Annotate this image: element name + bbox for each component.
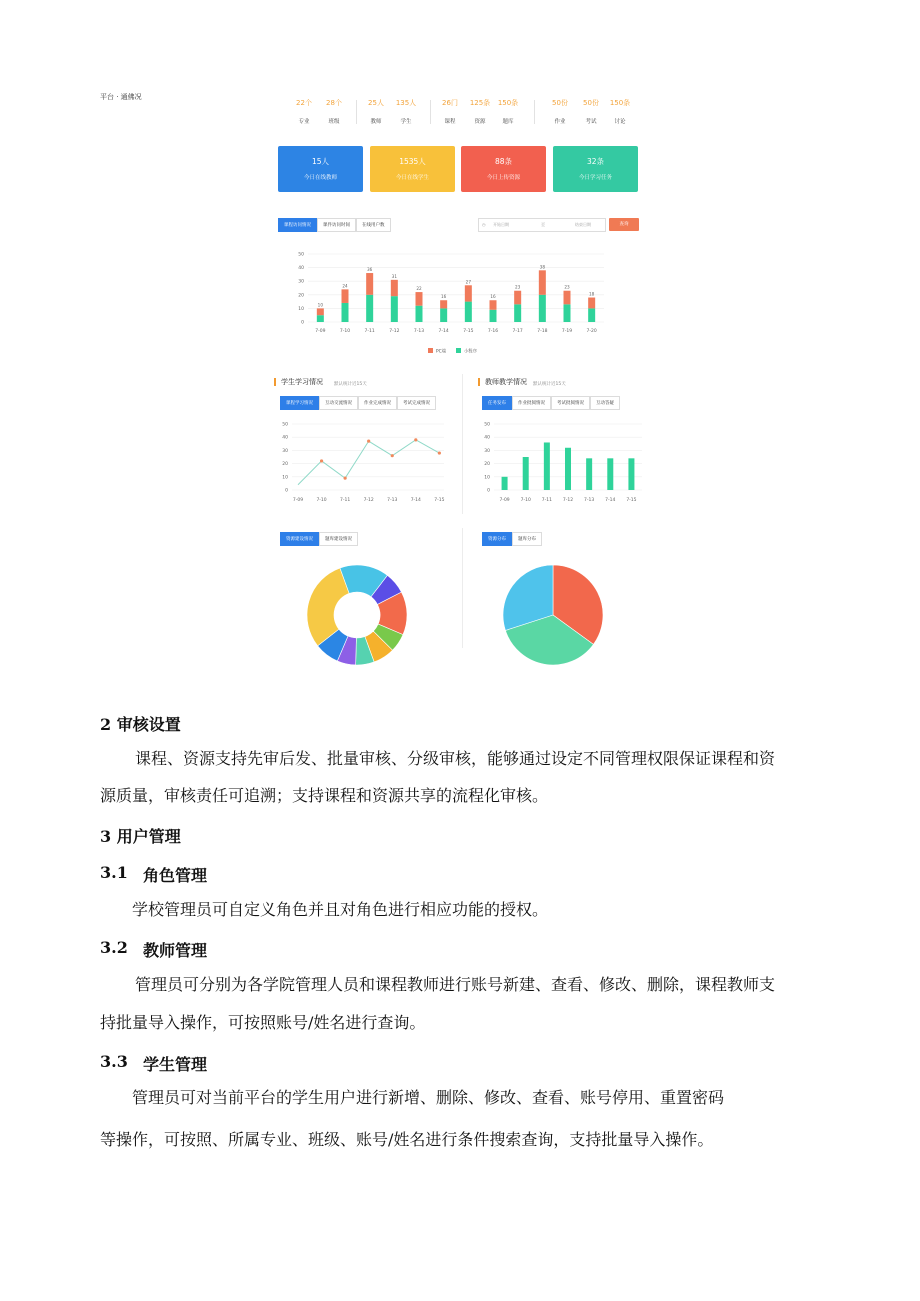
stat-value: 125条 [469,99,491,107]
x-tick-label: 7-20 [586,329,597,334]
paragraph-review-line2: 源质量，审核责任可追溯；支持课程和资源共享的流程化审核。 [100,786,549,805]
paragraph-teacher-line2: 持批量导入操作，可按照账号/姓名进行查询。 [100,1013,426,1032]
y-tick-label: 20 [298,293,304,299]
bar-total-label: 23 [564,284,570,290]
heading-3-3-number: 3.3 [100,1052,128,1071]
bar-total-label: 36 [366,267,373,273]
y-tick-label: 50 [282,422,288,428]
stat-label: 资源 [474,119,486,125]
tab-homework-completion[interactable]: 作业完成情况 [358,396,397,410]
bar-segment [514,291,521,305]
bar-total-label: 16 [440,294,447,300]
data-point [367,440,370,443]
section-divider [462,528,463,648]
bar [607,458,613,490]
data-point [414,438,417,441]
bar-total-label: 31 [391,273,398,279]
card-number: 1535人 [399,157,426,166]
x-tick-label: 7-11 [541,498,552,503]
y-tick-label: 40 [298,266,304,272]
teacher-section-title: 教师教学情况 [478,378,527,386]
bar [523,457,529,490]
card-number: 15人 [311,157,330,166]
y-tick-label: 40 [282,435,288,441]
stat-item [602,98,638,125]
bar-segment [514,304,521,322]
data-point [344,477,347,480]
access-stacked-bar-chart [272,244,644,359]
stat-label: 班级 [328,119,340,125]
bar-segment [465,285,472,301]
x-tick-label: 7-18 [537,329,548,334]
bar-segment [588,298,595,309]
x-tick-label: 7-10 [339,329,351,334]
bar-total-label: 10 [317,302,324,308]
bar-segment [391,296,398,322]
stat-divider [430,100,431,124]
card-number: 32条 [586,157,605,166]
bar-total-label: 16 [490,294,496,300]
stat-label: 专业 [298,119,310,125]
bar-segment [564,304,571,322]
stat-label: 题库 [502,119,514,125]
card-number: 88条 [494,157,513,166]
x-tick-label: 7-12 [363,498,374,503]
paragraph-teacher-line1: 管理员可分别为各学院管理人员和课程教师进行账号新建、查看、修改、删除，课程教师支 [135,975,776,994]
paragraph-role-management: 学校管理员可自定义角色并且对角色进行相应功能的授权。 [132,900,549,919]
tab-courseware-time[interactable]: 课件访问时间 [317,218,356,232]
tab-question-distribution[interactable]: 题库分布 [512,532,542,546]
tab-qa[interactable]: 互动答疑 [590,396,620,410]
y-tick-label: 0 [285,488,288,494]
heading-user-management: 3 用户管理 [100,827,181,846]
stats-bar [272,92,644,132]
x-tick-label: 7-10 [520,498,531,503]
x-tick-label: 7-10 [316,498,327,503]
bar-segment [490,310,497,322]
x-tick-label: 7-14 [410,498,421,503]
x-tick-label: 7-13 [387,498,398,503]
y-tick-label: 40 [484,435,490,441]
tab-homework-review[interactable]: 作业批阅情况 [512,396,551,410]
date-end: 结束日期 [575,222,591,227]
heading-teacher-management: 教师管理 [143,941,208,960]
x-tick-label: 7-13 [584,498,595,503]
stat-label: 考试 [585,119,597,125]
resource-donut-chart [302,560,412,670]
stat-value: 28个 [326,99,342,107]
x-tick-label: 7-19 [561,329,573,334]
x-tick-label: 7-17 [512,329,523,334]
x-tick-label: 7-09 [499,498,510,503]
x-tick-label: 7-09 [292,498,304,503]
card-online-teachers[interactable] [278,146,363,192]
paragraph-student-line2: 等操作，可按照、所属专业、班级、账号/姓名进行条件搜索查询，支持批量导入操作。 [100,1130,714,1149]
stat-value: 50份 [552,99,568,107]
card-text: 今日在线教师 [303,175,337,181]
bar-segment [539,295,546,322]
section-divider [462,374,463,514]
tab-resource-build[interactable]: 资源建设情况 [280,532,319,546]
resource-pie-chart [498,560,608,670]
y-tick-label: 50 [484,422,490,428]
y-tick-label: 20 [484,462,490,468]
y-tick-label: 0 [301,320,304,326]
x-tick-label: 7-14 [605,498,616,503]
pie-right-tabs [482,532,542,546]
tab-online-users[interactable]: 在线用户数 [356,218,391,232]
y-tick-label: 10 [298,306,304,312]
stat-divider [534,100,535,124]
stat-value: 50份 [583,99,599,107]
bar [502,477,508,490]
query-button[interactable]: 查询 [609,218,639,231]
data-point [320,459,323,462]
card-text: 今日学习任务 [578,175,612,181]
header-tag: 平台 · 通佛况 [100,93,142,101]
x-tick-label: 7-12 [389,329,400,334]
student-tabs [280,396,436,410]
x-tick-label: 7-15 [463,329,474,334]
bar-segment [416,292,423,306]
bar-total-label: 24 [342,283,348,289]
bar-total-label: 38 [539,264,546,270]
bar-segment [342,289,349,303]
stat-item [490,98,526,125]
card-text: 今日上传资源 [486,175,520,181]
stat-label: 学生 [400,119,412,125]
y-tick-label: 10 [484,475,490,481]
tab-resource-distribution[interactable]: 资源分布 [482,532,512,546]
teacher-section-subtitle: 默认统计近15天 [533,382,566,387]
bar-segment [366,273,373,295]
bar-segment [539,270,546,294]
stat-value: 26门 [442,99,458,107]
bar-segment [317,315,324,322]
date-separator: 至 [541,222,545,227]
bar-segment [317,308,324,315]
card-text: 今日在线学生 [395,175,429,181]
x-tick-label: 7-13 [413,329,425,334]
stat-label: 讨论 [614,119,626,125]
student-line-chart [274,416,452,508]
calendar-icon: ◷ [482,222,486,227]
heading-3-2-number: 3.2 [100,938,128,957]
bar-segment [342,303,349,322]
legend-swatch [456,348,461,353]
tab-interaction[interactable]: 互动交流情况 [319,396,358,410]
x-tick-label: 7-11 [340,498,351,503]
series-line [298,440,439,485]
heading-3-1-number: 3.1 [100,863,128,882]
tab-question-build[interactable]: 题库建设情况 [319,532,358,546]
y-tick-label: 30 [282,448,288,454]
paragraph-review-line1: 课程、资源支持先审后发、批量审核、分级审核，能够通过设定不同管理权限保证课程和资 [135,749,776,768]
tab-exam-completion[interactable]: 考试完成情况 [397,396,436,410]
data-point [438,451,441,454]
teacher-tabs [482,396,620,410]
bar-segment [416,306,423,322]
stat-label: 作业 [554,119,566,125]
x-tick-label: 7-15 [626,498,637,503]
bar-segment [440,308,447,322]
tab-exam-review[interactable]: 考试批阅情况 [551,396,590,410]
y-tick-label: 50 [298,252,304,258]
bar-segment [366,295,373,322]
legend-label: 小程序 [464,349,477,355]
x-tick-label: 7-15 [434,498,445,503]
tab-task-publish[interactable]: 任务发布 [482,396,512,410]
card-uploaded-resources[interactable] [461,146,546,192]
heading-student-management: 学生管理 [143,1055,208,1074]
tab-course-learning[interactable]: 课程学习情况 [280,396,319,410]
dashboard-screenshot [272,92,644,672]
access-tabs [278,218,391,232]
bar-total-label: 27 [465,279,472,285]
data-point [391,454,394,457]
stat-value: 135人 [395,99,417,107]
stat-value: 22个 [296,99,312,107]
x-tick-label: 7-16 [487,329,499,334]
stat-label: 教师 [370,119,382,125]
teacher-bar-chart [476,416,644,508]
legend-swatch [428,348,433,353]
date-range-picker[interactable] [478,218,606,232]
y-tick-label: 0 [487,488,490,494]
stat-item [388,98,424,125]
pie-left-tabs [280,532,358,546]
bar-segment [564,291,571,305]
bar [544,442,550,490]
bar-total-label: 18 [588,291,595,297]
stat-value: 150条 [609,99,631,107]
bar-total-label: 23 [514,284,521,290]
stat-label: 课程 [444,119,456,125]
bar [628,458,634,490]
bar-segment [440,300,447,308]
stat-value: 25人 [368,99,384,107]
x-tick-label: 7-14 [438,329,449,334]
heading-role-management: 角色管理 [143,866,208,885]
x-tick-label: 7-09 [315,329,326,334]
bar-segment [490,300,497,310]
bar-segment [588,308,595,322]
student-section-subtitle: 默认统计近15天 [334,382,367,387]
paragraph-student-line1: 管理员可对当前平台的学生用户进行新增、删除、修改、查看、账号停用、重置密码 [132,1088,725,1107]
heading-review-settings: 2 审核设置 [100,715,181,734]
y-tick-label: 20 [282,462,288,468]
bar [586,458,592,490]
date-start: 开始日期 [493,222,509,227]
legend-label: PC端 [436,349,446,355]
stat-item [316,98,352,125]
card-online-students[interactable] [370,146,455,192]
tab-course-access[interactable]: 课程访问情况 [278,218,317,232]
y-tick-label: 30 [484,448,490,454]
card-learning-tasks[interactable] [553,146,638,192]
bar [565,448,571,490]
stat-divider [356,100,357,124]
student-section-title: 学生学习情况 [274,378,323,386]
y-tick-label: 30 [298,279,304,285]
bar-segment [465,302,472,322]
y-tick-label: 10 [282,475,288,481]
x-tick-label: 7-12 [562,498,574,503]
x-tick-label: 7-11 [364,329,375,334]
bar-segment [391,280,398,296]
bar-total-label: 22 [416,286,422,292]
stat-value: 150条 [497,99,519,107]
